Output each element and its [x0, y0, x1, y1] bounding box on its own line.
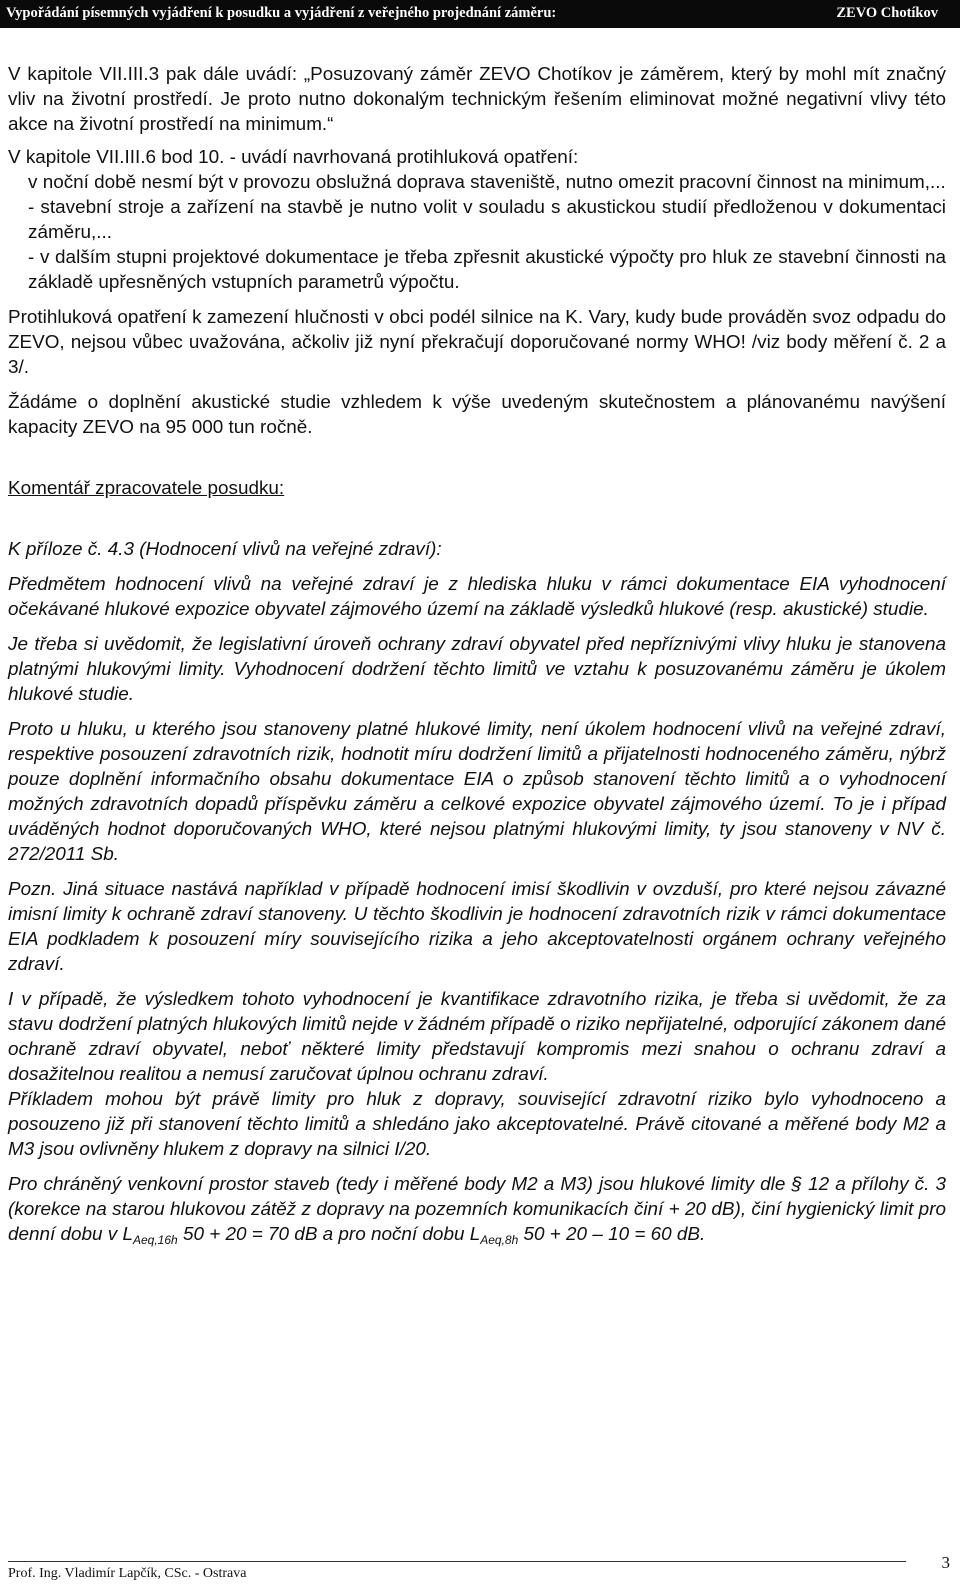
measure-item-2: - stavební stroje a zařízení na stavbě je nutno volit v souladu s akustickou studií předloženou v dokumentaci záměru,...: [28, 197, 946, 243]
limits-subscript-night: Aeq,8h: [480, 1233, 519, 1247]
limits-subscript-day: Aeq,16h: [133, 1233, 178, 1247]
limits-text-1: Pro chráněný venkovní prostor staveb (tedy i měřené body M2 a M3) jsou hlukové limity dle § 12 a přílohy č. 3 (korekce na starou hlukovou zátěž z dopravy na pozemních komunikacích činí + 20 dB), činí hygienický limit pro denní dobu v L: [8, 1174, 946, 1245]
measure-item-1: v noční době nesmí být v provozu obslužná doprava staveniště, nutno omezit pracovní činnost na minimum,...: [28, 172, 946, 193]
limits-text-2: 50 + 20 = 70 dB a pro noční dobu L: [177, 1224, 481, 1245]
page-header: [0, 0, 960, 28]
footer-divider: [8, 1561, 906, 1562]
page-number: 3: [941, 1553, 950, 1572]
paragraph-request: Žádáme o doplnění akustické studie vzhledem k výše uvedeným skutečnostem a plánovanému navýšení kapacity ZEVO na 95 000 tun ročně.: [8, 392, 946, 438]
document-body: [8, 62, 946, 1247]
comment-paragraph-5: Příkladem mohou být právě limity pro hluk z dopravy, související zdravotní riziko bylo vyhodnoceno a posouzeno již při stanovení těchto limitů a shledáno jako akceptovatelné. Právě citované a měřené body M2 a M3 jsou ovlivněny hlukem z dopravy na silnici I/20.: [8, 1089, 946, 1160]
comment-paragraph-note: Pozn. Jiná situace nastává například v případě hodnocení imisí škodlivin v ovzduší, pro které nejsou závazné imisní limity k ochraně zdraví stanoveny. U těchto škodlivin je hodnocení zdravotních rizik v rámci dokumentace EIA podkladem k posouzení míry souvisejícího rizika a jeho akceptovatelnosti orgánem ochrany veřejného zdraví.: [8, 879, 946, 975]
paragraph-chapter-6: V kapitole VII.III.6 bod 10. - uvádí navrhovaná protihluková opatření:: [8, 147, 579, 168]
header-project-name: ZEVO Chotíkov: [836, 5, 938, 21]
paragraph-noise-measures: Protihluková opatření k zamezení hlučnosti v obci podél silnice na K. Vary, kudy bude prováděn svoz odpadu do ZEVO, nejsou vůbec uvažována, ačkoliv již nyní překračují doporučované normy WHO! /viz body měření č. 2 a 3/.: [8, 307, 946, 378]
comment-attachment-ref: K příloze č. 4.3 (Hodnocení vlivů na veřejné zdraví):: [8, 539, 442, 560]
comment-paragraph-1: Předmětem hodnocení vlivů na veřejné zdraví je z hlediska hluku v rámci dokumentace EIA vyhodnocení očekávané hlukové expozice obyvatel zájmového území na základě výsledků hlukové (resp. akustické) studie.: [8, 574, 946, 620]
comment-paragraph-2: Je třeba si uvědomit, že legislativní úroveň ochrany zdraví obyvatel před nepříznivými vlivy hluku je stanovena platnými hlukovými limity. Vyhodnocení dodržení těchto limitů ve vztahu k posuzovanému záměru je úkolem hlukové studie.: [8, 634, 946, 705]
footer-author: Prof. Ing. Vladimír Lapčík, CSc. - Ostrava: [8, 1566, 247, 1581]
comment-heading: Komentář zpracovatele posudku:: [8, 478, 285, 499]
paragraph-chapter-3: V kapitole VII.III.3 pak dále uvádí: „Posuzovaný záměr ZEVO Chotíkov je záměrem, který by mohl mít značný vliv na životní prostředí. Je proto nutno dokonalým technickým řešením eliminovat možné negativní vlivy této akce na životní prostředí na minimum.“: [8, 64, 946, 135]
comment-paragraph-4: I v případě, že výsledkem tohoto vyhodnocení je kvantifikace zdravotního rizika, je třeba si uvědomit, že za stavu dodržení platných hlukových limitů nejde v žádném případě o riziko nepřijatelné, odporující zákonem dané ochraně zdraví obyvatel, neboť některé limity představují kompromis mezi snahou o ochranu zdraví a dosažitelnou realitou a nemusí zaručovat úplnou ochranu zdraví.: [8, 989, 946, 1085]
limits-text-3: 50 + 20 – 10 = 60 dB.: [518, 1224, 706, 1245]
comment-paragraph-3: Proto u hluku, u kterého jsou stanoveny platné hlukové limity, není úkolem hodnocení vlivů na veřejné zdraví, respektive posouzení zdravotních rizik, hodnotit míru dodržení limitů a přijatelnosti hodnoceného záměru, nýbrž pouze doplnění informačního obsahu dokumentace EIA o způsob stanovení těchto limitů a o vyhodnocení možných zdravotních dopadů příspěvku záměru a celkové expozice obyvatel zájmového území. To je i případ uváděných hodnot doporučovaných WHO, které nejsou platnými hlukovými limity, ty jsou stanoveny v NV č. 272/2011 Sb.: [8, 719, 946, 865]
measure-item-3: - v dalším stupni projektové dokumentace je třeba zpřesnit akustické výpočty pro hluk ze stavební činnosti na základě upřesněných vstupních parametrů výpočtu.: [28, 247, 946, 293]
comment-paragraph-limits: [8, 1172, 946, 1247]
header-title: Vypořádání písemných vyjádření k posudku a vyjádření z veřejného projednání záměru:: [6, 5, 557, 21]
